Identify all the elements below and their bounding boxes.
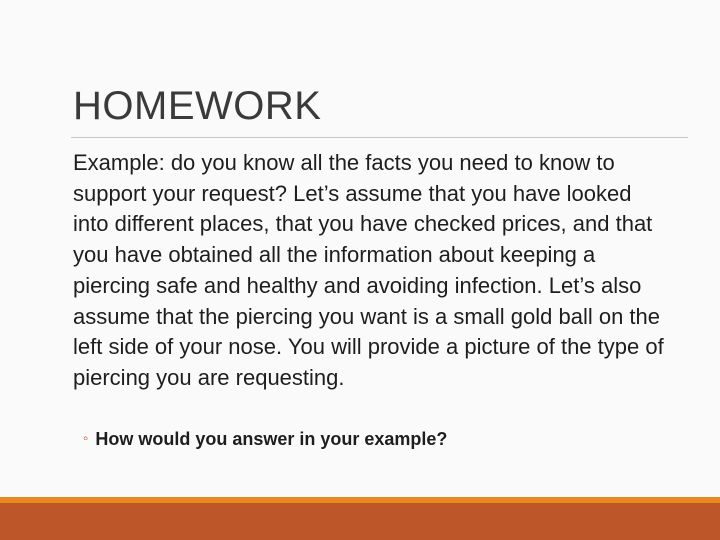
circle-bullet-icon: ◦ [83, 430, 89, 447]
sub-bullet [83, 427, 447, 451]
footer-accent-bar [0, 503, 720, 540]
title-divider [71, 137, 688, 138]
sub-bullet-text: How would you answer in your example? [95, 429, 448, 449]
slide-body-text: Example: do you know all the facts you need to know to support your request? Let’s assume that you have looked into different places, that you have checked prices, and that you have obtained all the information about keeping a piercing safe and healthy and avoiding infection. Let’s also assume that the piercing you want is a small gold ball on the left side of your nose. You will provide a picture of the type of piercing you are requesting. [73, 150, 664, 390]
slide-title: HOMEWORK [73, 84, 322, 128]
